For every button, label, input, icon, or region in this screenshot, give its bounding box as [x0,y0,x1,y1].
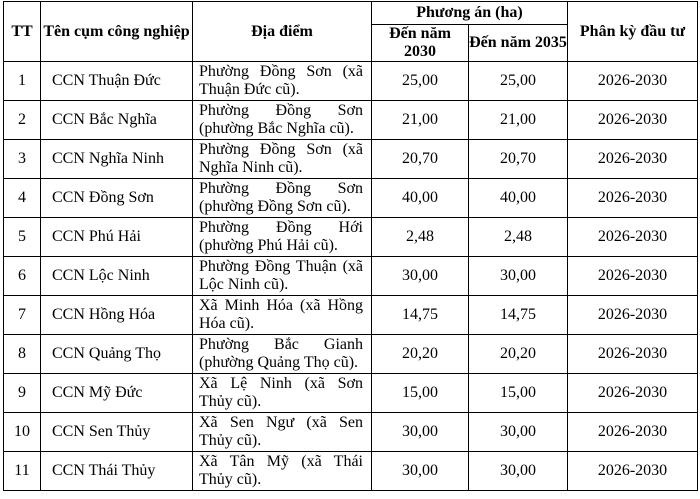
header-row-top [4,2,698,25]
cell-2030: 2,48 [372,218,469,257]
table-row [4,101,698,140]
cell-tt: 4 [4,179,41,218]
cell-location: Xã Minh Hóa (xã Hồng Hóa cũ). [193,296,372,335]
cell-2030: 30,00 [372,413,469,452]
table-row [4,140,698,179]
cell-name: CCN Thái Thủy [41,452,193,491]
cell-name: CCN Quảng Thọ [41,335,193,374]
cell-location: Phường Đồng Sơn (xã Nghĩa Ninh cũ). [193,140,372,179]
cell-2035: 30,00 [469,413,568,452]
industrial-cluster-table [3,1,698,491]
cell-tt: 10 [4,413,41,452]
cell-name: CCN Nghĩa Ninh [41,140,193,179]
cell-location: Xã Lệ Ninh (xã Sơn Thủy cũ). [193,374,372,413]
cell-2035: 15,00 [469,374,568,413]
cell-2030: 20,70 [372,140,469,179]
cell-2035: 25,00 [469,62,568,101]
table-row [4,296,698,335]
table-row [4,413,698,452]
cell-2030: 25,00 [372,62,469,101]
cell-location: Phường Đồng Sơn (xã Thuận Đức cũ). [193,62,372,101]
cell-2035: 30,00 [469,257,568,296]
table-row [4,218,698,257]
cell-tt: 1 [4,62,41,101]
cell-location: Phường Đồng Sơn (phường Bắc Nghĩa cũ). [193,101,372,140]
document-page [3,1,698,491]
cell-name: CCN Thuận Đức [41,62,193,101]
cell-phase: 2026-2030 [568,140,698,179]
table-row [4,335,698,374]
header-phase: Phân kỳ đầu tư [568,2,698,62]
cell-2035: 30,00 [469,452,568,491]
cell-2035: 20,20 [469,335,568,374]
cell-location: Xã Tân Mỹ (xã Thái Thủy cũ). [193,452,372,491]
cell-location: Phường Bắc Gianh (phường Quảng Thọ cũ). [193,335,372,374]
cell-tt: 8 [4,335,41,374]
cell-name: CCN Hồng Hóa [41,296,193,335]
table-row [4,257,698,296]
header-tt: TT [4,2,41,62]
cell-2035: 20,70 [469,140,568,179]
cell-name: CCN Lộc Ninh [41,257,193,296]
header-2035: Đến năm 2035 [469,25,568,62]
table-row [4,452,698,491]
cell-tt: 2 [4,101,41,140]
cell-2035: 14,75 [469,296,568,335]
cell-2035: 2,48 [469,218,568,257]
cell-name: CCN Sen Thủy [41,413,193,452]
cell-location: Phường Đồng Sơn (phường Đồng Sơn cũ). [193,179,372,218]
cell-location: Xã Sen Ngư (xã Sen Thủy cũ). [193,413,372,452]
cell-phase: 2026-2030 [568,218,698,257]
cell-2030: 40,00 [372,179,469,218]
cell-tt: 3 [4,140,41,179]
header-2030: Đến năm 2030 [372,25,469,62]
cell-2030: 14,75 [372,296,469,335]
cell-phase: 2026-2030 [568,101,698,140]
cell-phase: 2026-2030 [568,296,698,335]
cell-name: CCN Đồng Sơn [41,179,193,218]
cell-tt: 5 [4,218,41,257]
cell-phase: 2026-2030 [568,452,698,491]
cell-name: CCN Mỹ Đức [41,374,193,413]
cell-2030: 21,00 [372,101,469,140]
table-body [4,62,698,491]
cell-name: CCN Phú Hải [41,218,193,257]
cell-phase: 2026-2030 [568,257,698,296]
cell-location: Phường Đồng Hới (phường Phú Hải cũ). [193,218,372,257]
cell-2030: 15,00 [372,374,469,413]
cell-2030: 20,20 [372,335,469,374]
cell-phase: 2026-2030 [568,413,698,452]
cell-tt: 6 [4,257,41,296]
header-plan: Phương án (ha) [372,2,568,25]
cell-location: Phường Đồng Thuận (xã Lộc Ninh cũ). [193,257,372,296]
cell-tt: 7 [4,296,41,335]
cell-tt: 9 [4,374,41,413]
cell-2030: 30,00 [372,452,469,491]
cell-phase: 2026-2030 [568,179,698,218]
cell-name: CCN Bắc Nghĩa [41,101,193,140]
cell-2035: 40,00 [469,179,568,218]
cell-2030: 30,00 [372,257,469,296]
cell-phase: 2026-2030 [568,335,698,374]
header-location: Địa điểm [193,2,372,62]
cell-phase: 2026-2030 [568,62,698,101]
cell-tt: 11 [4,452,41,491]
table-row [4,179,698,218]
table-row [4,62,698,101]
cell-phase: 2026-2030 [568,374,698,413]
cell-2035: 21,00 [469,101,568,140]
table-row [4,374,698,413]
header-name: Tên cụm công nghiệp [41,2,193,62]
